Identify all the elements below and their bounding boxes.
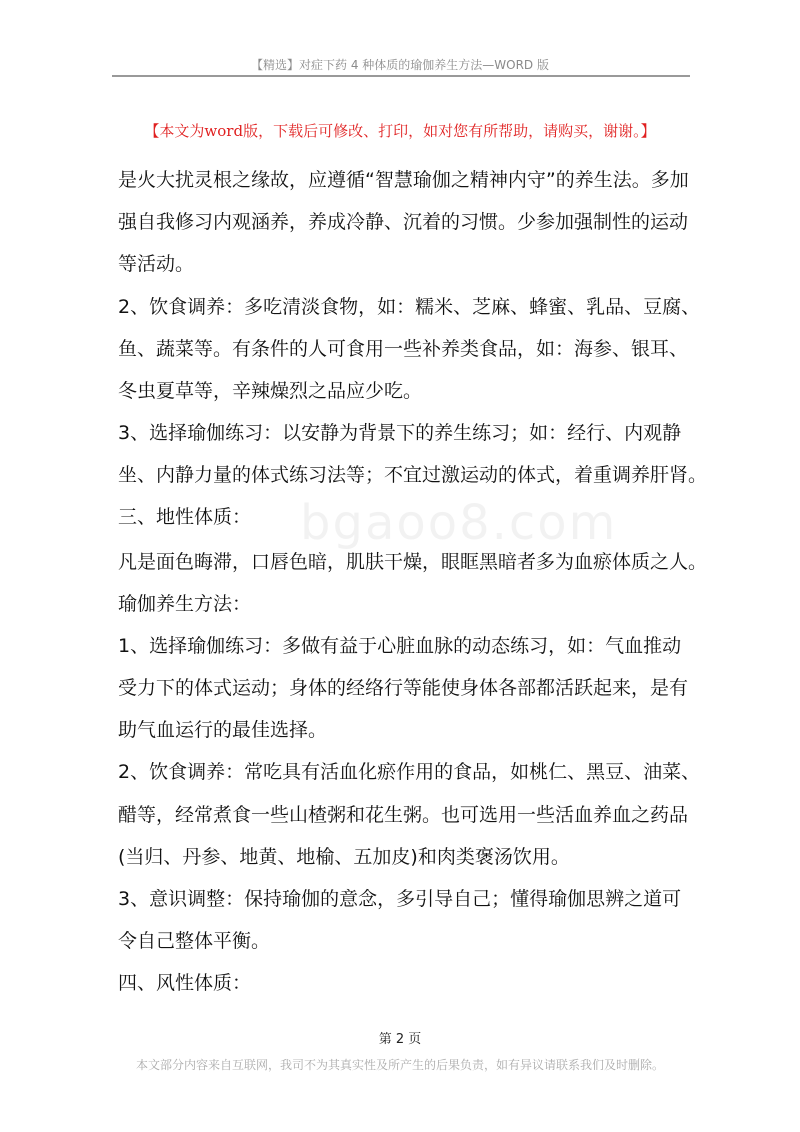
purchase-notice: 【本文为word版，下载后可修改、打印，如对您有所帮助，请购买，谢谢。】: [144, 122, 656, 140]
text-line: (当归、丹参、地黄、地榆、五加皮)和肉类褒汤饮用。: [118, 846, 570, 868]
text-line: 1、选择瑜伽练习：多做有益于心脏血脉的动态练习，如：气血推动: [118, 635, 682, 657]
text-line: 强自我修习内观涵养，养成冷静、沉着的习惯。少参加强制性的运动: [118, 211, 689, 233]
text-line: 四、风性体质：: [118, 972, 252, 994]
page-footer-disclaimer: 本文部分内容来自互联网，我司不为其真实性及所产生的后果负责，如有异议请联系我们及时删除。: [135, 1058, 664, 1072]
header-divider: [112, 75, 690, 77]
text-line: 凡是面色晦滞，口唇色暗，肌肤干燥，眼眶黑暗者多为血瘀体质之人。: [118, 551, 708, 573]
text-line: 受力下的体式运动；身体的经络行等能使身体各部都活跃起来，是有: [118, 677, 689, 699]
text-line: 3、选择瑜伽练习：以安静为背景下的养生练习；如：经行、内观静: [118, 422, 682, 444]
text-line: 瑜伽养生方法：: [118, 593, 252, 615]
page-number: 第 2 页: [378, 1032, 422, 1047]
text-line: 3、意识调整：保持瑜伽的意念，多引导自己；懂得瑜伽思辨之道可: [118, 888, 682, 910]
text-line: 2、饮食调养：常吃具有活血化瘀作用的食品，如桃仁、黑豆、油菜、: [118, 761, 701, 783]
text-line: 鱼、蔬菜等。有条件的人可食用一些补养类食品，如：海参、银耳、: [118, 338, 689, 360]
watermark: bgaoo8.com: [300, 495, 618, 551]
text-line: 2、饮食调养：多吃清淡食物，如：糯米、芝麻、蜂蜜、乳品、豆腐、: [118, 296, 701, 318]
text-line: 助气血运行的最佳选择。: [118, 719, 328, 741]
text-line: 等活动。: [118, 253, 195, 275]
text-line: 冬虫夏草等，辛辣燥烈之品应少吃。: [118, 380, 423, 402]
text-line: 三、地性体质：: [118, 506, 252, 528]
text-line: 令自己整体平衡。: [118, 930, 271, 952]
text-line: 是火大扰灵根之缘故，应遵循“智慧瑜伽之精神内守”的养生法。多加: [118, 169, 689, 191]
text-line: 坐、内静力量的体式练习法等；不宜过激运动的体式，着重调养肝肾。: [118, 464, 708, 486]
text-line: 醋等，经常煮食一些山楂粥和花生粥。也可选用一些活血养血之药品: [118, 804, 689, 826]
page-header-title: 【精选】对症下药 4 种体质的瑜伽养生方法—WORD 版: [251, 58, 549, 72]
